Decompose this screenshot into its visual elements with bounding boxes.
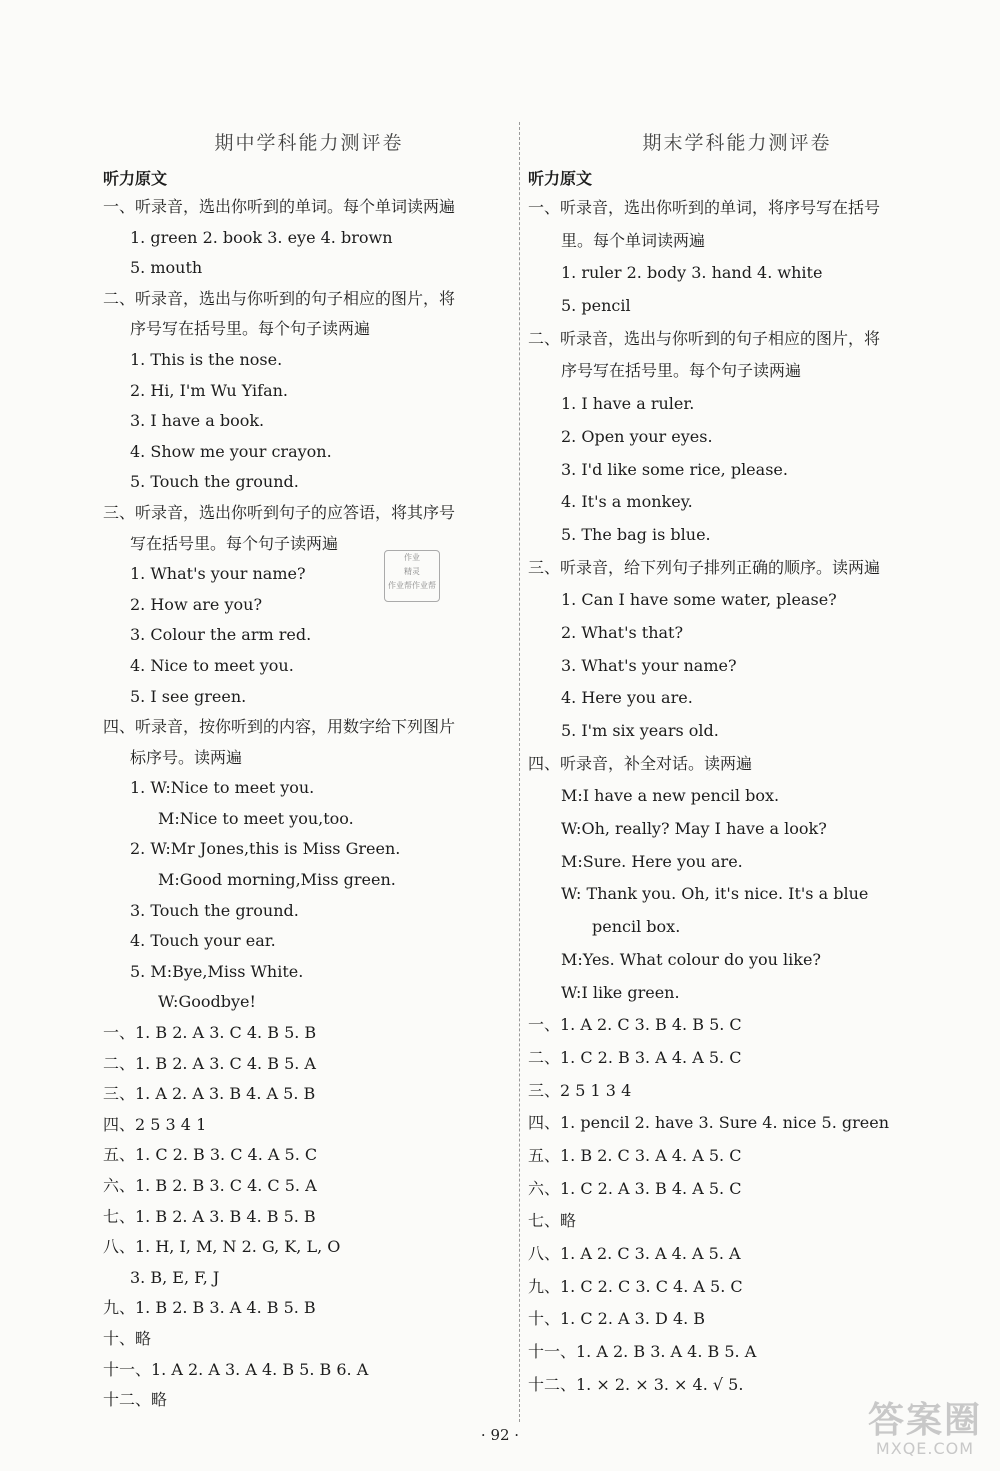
text-line: 三、1. A 2. A 3. B 4. A 5. B	[103, 1084, 316, 1104]
text-line: 十一、1. A 2. A 3. A 4. B 5. B 6. A	[103, 1359, 369, 1379]
text-line: 2. Hi, I'm Wu Yifan.	[130, 380, 289, 400]
text-line: 4. Here you are.	[561, 688, 693, 708]
text-line: 2. How are you?	[130, 594, 263, 614]
text-line: 十、1. C 2. A 3. D 4. B	[528, 1309, 706, 1329]
text-line: 5. Touch the ground.	[130, 472, 299, 492]
column-divider	[519, 122, 520, 1422]
text-line: W:I like green.	[561, 982, 680, 1002]
text-line: 九、1. C 2. C 3. C 4. A 5. C	[528, 1276, 743, 1296]
site-watermark	[867, 1400, 982, 1458]
text-line: M:Good morning,Miss green.	[158, 870, 396, 890]
text-line: 四、听录音，补全对话。读两遍	[528, 753, 753, 773]
stamp-line: 作业	[404, 553, 420, 562]
text-line: 4. Nice to meet you.	[130, 655, 294, 675]
stamp-line: 精灵	[404, 567, 420, 576]
text-line: W:Goodbye!	[158, 992, 256, 1012]
final-column	[528, 120, 946, 1401]
midterm-lines	[103, 192, 515, 1416]
text-line: 二、听录音，选出与你听到的句子相应的图片，将	[103, 288, 456, 308]
text-line: 二、听录音，选出与你听到的句子相应的图片，将	[528, 328, 881, 348]
text-line: 3. I'd like some rice, please.	[561, 459, 788, 479]
text-line: 4. Show me your crayon.	[130, 441, 332, 461]
final-listening-label: 听力原文	[528, 169, 593, 188]
text-line: 一、1. B 2. A 3. C 4. B 5. B	[103, 1023, 317, 1043]
text-line: 七、1. B 2. A 3. B 4. B 5. B	[103, 1206, 316, 1226]
text-line: 5. The bag is blue.	[561, 524, 711, 544]
text-line: W: Thank you. Oh, it's nice. It's a blue	[561, 884, 869, 904]
homework-stamp	[384, 550, 440, 602]
text-line: 1. This is the nose.	[130, 349, 283, 369]
text-line: M:Sure. Here you are.	[561, 851, 743, 871]
text-line: 二、1. B 2. A 3. C 4. B 5. A	[103, 1053, 316, 1073]
text-line: 3. I have a book.	[130, 411, 265, 431]
text-line: 一、听录音，选出你听到的单词，将序号写在括号	[528, 198, 881, 217]
text-line: 六、1. C 2. A 3. B 4. A 5. C	[528, 1178, 742, 1198]
text-line: 三、2 5 1 3 4	[528, 1080, 632, 1100]
midterm-heading: 期中学科能力测评卷	[214, 132, 404, 154]
text-line: 里。每个单词读两遍	[561, 230, 706, 250]
text-line: 标序号。读两遍	[130, 747, 243, 767]
text-line: W:Oh, really? May I have a look?	[561, 819, 827, 839]
page-number: · 92 ·	[480, 1426, 520, 1444]
stamp-line: 作业帮作业帮	[388, 581, 436, 590]
text-line: 十一、1. A 2. B 3. A 4. B 5. A	[528, 1342, 757, 1362]
text-line: 1. Can I have some water, please?	[561, 590, 837, 610]
text-line: 三、听录音，选出你听到句子的应答语，将其序号	[103, 502, 456, 522]
text-line: 序号写在括号里。每个句子读两遍	[561, 361, 802, 381]
text-line: 序号写在括号里。每个句子读两遍	[130, 319, 371, 339]
text-line: 六、1. B 2. B 3. C 4. C 5. A	[103, 1176, 317, 1195]
text-line: 二、1. C 2. B 3. A 4. A 5. C	[528, 1047, 742, 1067]
text-line: 5. M:Bye,Miss White.	[130, 961, 304, 981]
text-line: 四、1. pencil 2. have 3. Sure 4. nice 5. green	[528, 1113, 890, 1133]
text-line: 一、1. A 2. C 3. B 4. B 5. C	[528, 1015, 742, 1035]
text-line: 八、1. H, I, M, N 2. G, K, L, O	[103, 1237, 341, 1257]
text-line: 5. mouth	[130, 258, 203, 278]
watermark-logo-text: 答案圈	[867, 1400, 982, 1441]
text-line: 八、1. A 2. C 3. A 4. A 5. A	[528, 1244, 741, 1263]
text-line: 2. What's that?	[561, 622, 684, 642]
text-line: 1. What's your name?	[130, 564, 306, 584]
text-line: 十二、略	[103, 1390, 168, 1410]
text-line: 写在括号里。每个句子读两遍	[130, 533, 339, 553]
text-line: 五、1. C 2. B 3. C 4. A 5. C	[103, 1145, 318, 1165]
text-line: 十二、1. × 2. × 3. × 4. √ 5.	[528, 1374, 744, 1394]
text-line: 3. Colour the arm red.	[130, 625, 312, 645]
text-line: 2. W:Mr Jones,this is Miss Green.	[130, 839, 401, 859]
text-line: M:Yes. What colour do you like?	[561, 949, 821, 969]
text-line: 5. I see green.	[130, 686, 247, 706]
text-line: M:Nice to meet you,too.	[158, 808, 354, 828]
text-line: 一、听录音，选出你听到的单词。每个单词读两遍	[103, 197, 456, 216]
text-line: 三、听录音，给下列句子排列正确的顺序。读两遍	[528, 557, 881, 577]
text-line: 1. I have a ruler.	[561, 394, 695, 414]
text-line: 3. What's your name?	[561, 655, 737, 675]
text-line: 十、略	[103, 1328, 152, 1348]
watermark-url: MXQE.COM	[875, 1439, 975, 1458]
midterm-listening-label: 听力原文	[103, 169, 168, 188]
text-line: pencil box.	[592, 917, 681, 937]
text-line: 4. It's a monkey.	[561, 492, 693, 512]
text-line: 五、1. B 2. C 3. A 4. A 5. C	[528, 1145, 742, 1165]
text-line: 1. W:Nice to meet you.	[130, 778, 315, 798]
text-line: M:I have a new pencil box.	[561, 786, 780, 806]
text-line: 2. Open your eyes.	[561, 426, 713, 446]
text-line: 3. B, E, F, J	[130, 1267, 220, 1287]
text-line: 九、1. B 2. B 3. A 4. B 5. B	[103, 1298, 316, 1318]
text-line: 5. I'm six years old.	[561, 721, 719, 740]
text-line: 1. green 2. book 3. eye 4. brown	[130, 227, 393, 247]
final-lines	[528, 192, 946, 1401]
text-line: 七、略	[528, 1211, 577, 1231]
text-line: 3. Touch the ground.	[130, 900, 299, 920]
final-heading: 期末学科能力测评卷	[642, 132, 832, 154]
text-line: 4. Touch your ear.	[130, 931, 276, 951]
text-line: 5. pencil	[561, 296, 631, 316]
text-line: 四、听录音，按你听到的内容，用数字给下列图片	[103, 717, 456, 737]
text-line: 四、2 5 3 4 1	[103, 1114, 207, 1134]
midterm-column	[103, 120, 515, 1416]
text-line: 1. ruler 2. body 3. hand 4. white	[561, 263, 823, 283]
